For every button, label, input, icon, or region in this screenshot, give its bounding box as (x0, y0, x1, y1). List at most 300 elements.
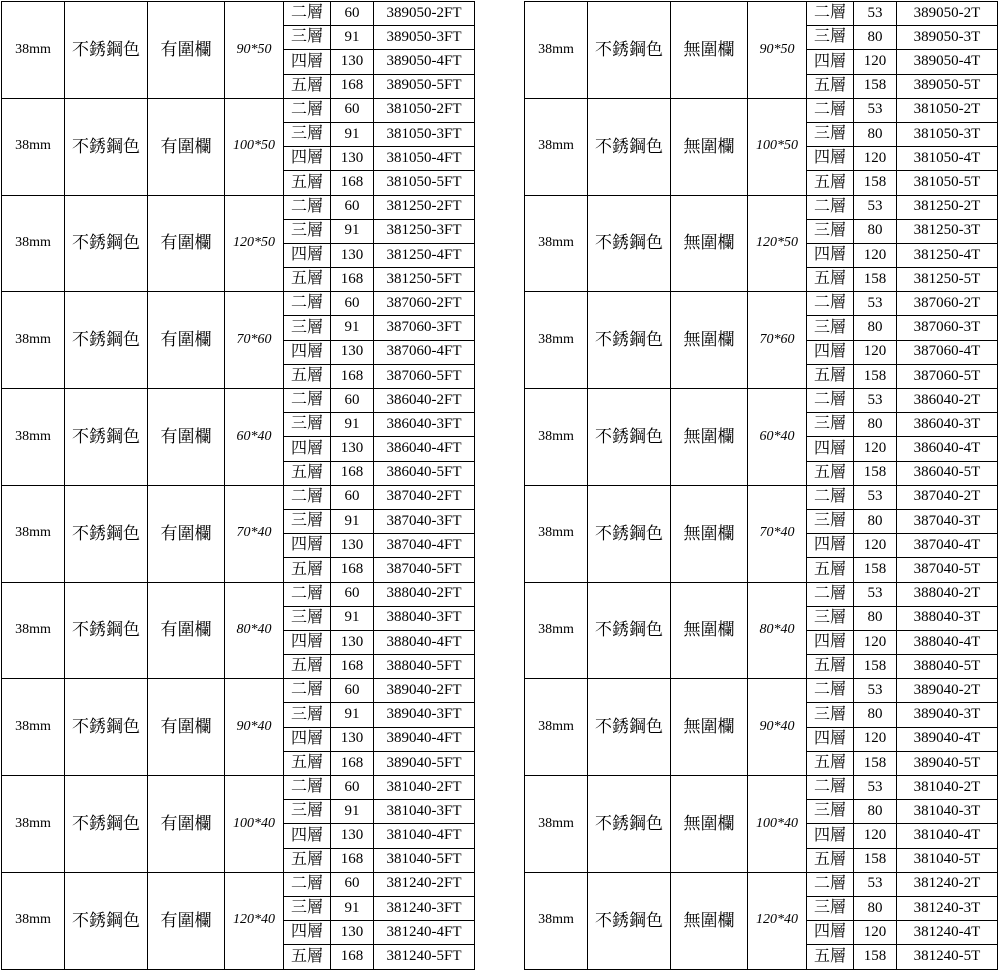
cell-model-number: 381050-3FT (374, 122, 475, 146)
cell-model-number: 381040-4T (897, 824, 998, 848)
spec-table-body-left (2, 2, 475, 970)
cell-layer-count: 三層 (807, 219, 854, 243)
cell-model-number: 381250-2FT (374, 195, 475, 219)
cell-model-number: 389050-2FT (374, 2, 475, 26)
cell-height: 168 (331, 171, 374, 195)
cell-tube-diameter: 38mm (525, 582, 588, 679)
cell-tube-diameter: 38mm (2, 195, 65, 292)
cell-height: 91 (331, 509, 374, 533)
cell-size: 80*40 (748, 582, 807, 679)
cell-fence-type: 無圍欄 (671, 195, 748, 292)
cell-fence-type: 無圍欄 (671, 872, 748, 969)
cell-height: 91 (331, 606, 374, 630)
cell-layer-count: 二層 (284, 389, 331, 413)
cell-height: 60 (331, 679, 374, 703)
cell-model-number: 381040-3T (897, 800, 998, 824)
cell-size: 90*50 (748, 2, 807, 99)
cell-layer-count: 二層 (807, 2, 854, 26)
cell-height: 168 (331, 74, 374, 98)
table-row (2, 2, 475, 26)
cell-fence-type: 有圍欄 (148, 98, 225, 195)
cell-model-number: 387060-4FT (374, 340, 475, 364)
cell-model-number: 386040-2T (897, 389, 998, 413)
cell-layer-count: 五層 (284, 655, 331, 679)
cell-fence-type: 無圍欄 (671, 98, 748, 195)
cell-color: 不銹鋼色 (588, 389, 671, 486)
cell-model-number: 389050-3T (897, 26, 998, 50)
cell-layer-count: 三層 (807, 606, 854, 630)
cell-color: 不銹鋼色 (65, 872, 148, 969)
cell-model-number: 388040-2T (897, 582, 998, 606)
cell-tube-diameter: 38mm (525, 679, 588, 776)
cell-height: 80 (854, 316, 897, 340)
cell-height: 168 (331, 461, 374, 485)
cell-model-number: 388040-5T (897, 655, 998, 679)
cell-layer-count: 三層 (284, 316, 331, 340)
cell-model-number: 381250-3FT (374, 219, 475, 243)
cell-layer-count: 三層 (284, 122, 331, 146)
cell-model-number: 381240-5FT (374, 945, 475, 969)
cell-model-number: 389040-4FT (374, 727, 475, 751)
cell-tube-diameter: 38mm (2, 679, 65, 776)
cell-height: 168 (331, 945, 374, 969)
cell-model-number: 389050-3FT (374, 26, 475, 50)
cell-color: 不銹鋼色 (588, 485, 671, 582)
cell-size: 100*50 (748, 98, 807, 195)
cell-model-number: 387060-5T (897, 364, 998, 388)
cell-model-number: 381040-5FT (374, 848, 475, 872)
table-row (525, 485, 998, 509)
cell-layer-count: 五層 (284, 945, 331, 969)
cell-height: 130 (331, 340, 374, 364)
cell-layer-count: 二層 (807, 776, 854, 800)
cell-color: 不銹鋼色 (65, 195, 148, 292)
cell-model-number: 386040-5T (897, 461, 998, 485)
cell-layer-count: 五層 (284, 848, 331, 872)
cell-tube-diameter: 38mm (2, 776, 65, 873)
cell-height: 60 (331, 485, 374, 509)
cell-model-number: 389040-5T (897, 751, 998, 775)
cell-height: 168 (331, 558, 374, 582)
cell-height: 80 (854, 26, 897, 50)
table-row (525, 776, 998, 800)
cell-tube-diameter: 38mm (2, 98, 65, 195)
cell-layer-count: 四層 (807, 727, 854, 751)
cell-size: 60*40 (225, 389, 284, 486)
cell-height: 158 (854, 268, 897, 292)
cell-height: 158 (854, 364, 897, 388)
cell-fence-type: 有圍欄 (148, 2, 225, 99)
cell-model-number: 386040-5FT (374, 461, 475, 485)
cell-model-number: 381250-4T (897, 243, 998, 267)
cell-height: 168 (331, 268, 374, 292)
cell-height: 60 (331, 582, 374, 606)
cell-layer-count: 四層 (807, 921, 854, 945)
cell-height: 60 (331, 2, 374, 26)
cell-height: 158 (854, 848, 897, 872)
cell-model-number: 387060-2FT (374, 292, 475, 316)
cell-model-number: 381240-4T (897, 921, 998, 945)
cell-height: 168 (331, 655, 374, 679)
cell-size: 120*50 (748, 195, 807, 292)
cell-tube-diameter: 38mm (2, 389, 65, 486)
cell-model-number: 389050-4T (897, 50, 998, 74)
cell-layer-count: 三層 (284, 896, 331, 920)
cell-height: 80 (854, 219, 897, 243)
table-row (525, 389, 998, 413)
cell-model-number: 386040-4FT (374, 437, 475, 461)
cell-fence-type: 有圍欄 (148, 679, 225, 776)
cell-fence-type: 有圍欄 (148, 485, 225, 582)
cell-layer-count: 三層 (284, 26, 331, 50)
cell-model-number: 387060-5FT (374, 364, 475, 388)
cell-height: 53 (854, 98, 897, 122)
cell-layer-count: 四層 (807, 147, 854, 171)
cell-layer-count: 三層 (807, 316, 854, 340)
cell-height: 158 (854, 461, 897, 485)
cell-height: 91 (331, 703, 374, 727)
cell-model-number: 387040-5FT (374, 558, 475, 582)
cell-height: 130 (331, 630, 374, 654)
cell-layer-count: 三層 (807, 26, 854, 50)
cell-layer-count: 五層 (284, 751, 331, 775)
cell-height: 91 (331, 800, 374, 824)
cell-model-number: 388040-5FT (374, 655, 475, 679)
cell-model-number: 389050-2T (897, 2, 998, 26)
cell-height: 168 (331, 751, 374, 775)
table-row (525, 679, 998, 703)
cell-height: 60 (331, 776, 374, 800)
cell-layer-count: 五層 (807, 655, 854, 679)
cell-size: 120*40 (748, 872, 807, 969)
cell-height: 120 (854, 727, 897, 751)
cell-layer-count: 二層 (807, 872, 854, 896)
table-row (525, 582, 998, 606)
cell-layer-count: 二層 (284, 98, 331, 122)
cell-layer-count: 三層 (284, 800, 331, 824)
cell-model-number: 389050-5FT (374, 74, 475, 98)
cell-layer-count: 五層 (807, 461, 854, 485)
cell-layer-count: 四層 (807, 630, 854, 654)
cell-layer-count: 二層 (807, 195, 854, 219)
cell-height: 80 (854, 413, 897, 437)
cell-model-number: 387040-3FT (374, 509, 475, 533)
cell-layer-count: 五層 (284, 74, 331, 98)
cell-layer-count: 五層 (807, 364, 854, 388)
cell-model-number: 381050-4FT (374, 147, 475, 171)
cell-height: 91 (331, 896, 374, 920)
cell-model-number: 389040-3T (897, 703, 998, 727)
cell-layer-count: 四層 (807, 534, 854, 558)
cell-height: 120 (854, 437, 897, 461)
spec-table-body-right (525, 2, 998, 970)
cell-layer-count: 二層 (284, 485, 331, 509)
cell-height: 120 (854, 921, 897, 945)
cell-color: 不銹鋼色 (588, 195, 671, 292)
cell-model-number: 381040-3FT (374, 800, 475, 824)
cell-model-number: 388040-2FT (374, 582, 475, 606)
cell-height: 130 (331, 534, 374, 558)
cell-height: 120 (854, 824, 897, 848)
cell-size: 90*40 (225, 679, 284, 776)
cell-height: 53 (854, 195, 897, 219)
cell-layer-count: 五層 (807, 558, 854, 582)
cell-layer-count: 五層 (807, 74, 854, 98)
cell-size: 100*40 (225, 776, 284, 873)
cell-model-number: 381240-3FT (374, 896, 475, 920)
cell-model-number: 387040-2T (897, 485, 998, 509)
cell-model-number: 387040-2FT (374, 485, 475, 509)
table-row (2, 679, 475, 703)
cell-height: 91 (331, 219, 374, 243)
table-row (2, 98, 475, 122)
cell-tube-diameter: 38mm (2, 485, 65, 582)
cell-model-number: 381240-5T (897, 945, 998, 969)
cell-height: 120 (854, 534, 897, 558)
cell-model-number: 381240-2FT (374, 872, 475, 896)
cell-color: 不銹鋼色 (65, 2, 148, 99)
cell-layer-count: 四層 (807, 437, 854, 461)
cell-color: 不銹鋼色 (588, 776, 671, 873)
cell-fence-type: 無圍欄 (671, 2, 748, 99)
cell-layer-count: 五層 (284, 364, 331, 388)
cell-layer-count: 三層 (807, 896, 854, 920)
cell-height: 53 (854, 292, 897, 316)
cell-layer-count: 五層 (284, 268, 331, 292)
cell-model-number: 386040-4T (897, 437, 998, 461)
cell-height: 120 (854, 147, 897, 171)
cell-size: 120*40 (225, 872, 284, 969)
cell-model-number: 381040-2FT (374, 776, 475, 800)
cell-color: 不銹鋼色 (588, 872, 671, 969)
cell-model-number: 387040-4FT (374, 534, 475, 558)
cell-size: 80*40 (225, 582, 284, 679)
cell-model-number: 381250-2T (897, 195, 998, 219)
cell-tube-diameter: 38mm (525, 2, 588, 99)
cell-height: 60 (331, 389, 374, 413)
cell-tube-diameter: 38mm (2, 582, 65, 679)
cell-model-number: 381250-5FT (374, 268, 475, 292)
cell-height: 130 (331, 147, 374, 171)
cell-layer-count: 二層 (807, 98, 854, 122)
cell-model-number: 381040-4FT (374, 824, 475, 848)
cell-color: 不銹鋼色 (65, 389, 148, 486)
cell-layer-count: 五層 (807, 751, 854, 775)
cell-model-number: 387060-4T (897, 340, 998, 364)
cell-model-number: 381240-4FT (374, 921, 475, 945)
cell-color: 不銹鋼色 (65, 292, 148, 389)
cell-layer-count: 四層 (284, 243, 331, 267)
cell-layer-count: 二層 (284, 872, 331, 896)
cell-size: 90*50 (225, 2, 284, 99)
table-row (525, 2, 998, 26)
cell-tube-diameter: 38mm (525, 98, 588, 195)
cell-height: 53 (854, 776, 897, 800)
cell-model-number: 389040-5FT (374, 751, 475, 775)
cell-model-number: 386040-3FT (374, 413, 475, 437)
cell-layer-count: 三層 (284, 606, 331, 630)
table-row (2, 485, 475, 509)
cell-height: 91 (331, 26, 374, 50)
cell-height: 80 (854, 703, 897, 727)
cell-height: 130 (331, 824, 374, 848)
cell-layer-count: 五層 (284, 461, 331, 485)
cell-layer-count: 五層 (807, 171, 854, 195)
cell-height: 53 (854, 389, 897, 413)
cell-model-number: 387060-3FT (374, 316, 475, 340)
cell-layer-count: 四層 (284, 340, 331, 364)
cell-layer-count: 二層 (807, 582, 854, 606)
cell-color: 不銹鋼色 (588, 2, 671, 99)
cell-model-number: 387060-3T (897, 316, 998, 340)
cell-fence-type: 有圍欄 (148, 195, 225, 292)
cell-model-number: 381050-5T (897, 171, 998, 195)
cell-layer-count: 二層 (284, 292, 331, 316)
cell-height: 130 (331, 50, 374, 74)
cell-color: 不銹鋼色 (588, 98, 671, 195)
cell-model-number: 381250-4FT (374, 243, 475, 267)
cell-height: 130 (331, 727, 374, 751)
cell-height: 80 (854, 800, 897, 824)
cell-height: 158 (854, 751, 897, 775)
cell-model-number: 389040-3FT (374, 703, 475, 727)
cell-size: 90*40 (748, 679, 807, 776)
cell-layer-count: 四層 (284, 437, 331, 461)
cell-size: 70*40 (225, 485, 284, 582)
cell-layer-count: 五層 (807, 268, 854, 292)
cell-model-number: 389050-5T (897, 74, 998, 98)
table-row (2, 776, 475, 800)
cell-tube-diameter: 38mm (525, 292, 588, 389)
cell-layer-count: 四層 (807, 824, 854, 848)
cell-fence-type: 無圍欄 (671, 485, 748, 582)
cell-model-number: 381240-3T (897, 896, 998, 920)
cell-fence-type: 有圍欄 (148, 582, 225, 679)
cell-layer-count: 四層 (807, 340, 854, 364)
cell-color: 不銹鋼色 (588, 582, 671, 679)
cell-height: 120 (854, 50, 897, 74)
cell-model-number: 381050-4T (897, 147, 998, 171)
cell-layer-count: 二層 (807, 485, 854, 509)
cell-height: 53 (854, 2, 897, 26)
cell-model-number: 387040-5T (897, 558, 998, 582)
cell-layer-count: 二層 (284, 679, 331, 703)
cell-layer-count: 二層 (284, 776, 331, 800)
cell-height: 80 (854, 122, 897, 146)
cell-fence-type: 無圍欄 (671, 292, 748, 389)
cell-height: 158 (854, 74, 897, 98)
cell-model-number: 381240-2T (897, 872, 998, 896)
cell-model-number: 389050-4FT (374, 50, 475, 74)
cell-height: 80 (854, 606, 897, 630)
cell-color: 不銹鋼色 (65, 98, 148, 195)
cell-model-number: 388040-3FT (374, 606, 475, 630)
table-row (525, 292, 998, 316)
table-row (2, 582, 475, 606)
cell-height: 130 (331, 243, 374, 267)
cell-color: 不銹鋼色 (65, 679, 148, 776)
cell-model-number: 381050-5FT (374, 171, 475, 195)
cell-fence-type: 有圍欄 (148, 776, 225, 873)
cell-layer-count: 四層 (284, 824, 331, 848)
cell-color: 不銹鋼色 (65, 776, 148, 873)
cell-height: 158 (854, 558, 897, 582)
cell-model-number: 389040-2FT (374, 679, 475, 703)
cell-layer-count: 三層 (284, 703, 331, 727)
cell-tube-diameter: 38mm (2, 2, 65, 99)
cell-layer-count: 五層 (284, 171, 331, 195)
cell-height: 60 (331, 98, 374, 122)
cell-fence-type: 無圍欄 (671, 389, 748, 486)
table-row (2, 195, 475, 219)
cell-layer-count: 三層 (807, 800, 854, 824)
cell-size: 100*40 (748, 776, 807, 873)
cell-model-number: 386040-2FT (374, 389, 475, 413)
cell-fence-type: 無圍欄 (671, 776, 748, 873)
cell-model-number: 381250-3T (897, 219, 998, 243)
cell-layer-count: 三層 (284, 413, 331, 437)
cell-fence-type: 有圍欄 (148, 389, 225, 486)
cell-height: 91 (331, 122, 374, 146)
cell-height: 120 (854, 243, 897, 267)
table-row (2, 292, 475, 316)
table-row (525, 872, 998, 896)
cell-height: 158 (854, 655, 897, 679)
cell-tube-diameter: 38mm (525, 872, 588, 969)
table-row (525, 195, 998, 219)
cell-layer-count: 四層 (807, 243, 854, 267)
cell-size: 70*40 (748, 485, 807, 582)
cell-tube-diameter: 38mm (2, 292, 65, 389)
cell-layer-count: 二層 (284, 582, 331, 606)
cell-layer-count: 四層 (284, 147, 331, 171)
cell-layer-count: 二層 (284, 195, 331, 219)
cell-height: 53 (854, 872, 897, 896)
cell-height: 168 (331, 848, 374, 872)
cell-model-number: 381250-5T (897, 268, 998, 292)
cell-model-number: 388040-3T (897, 606, 998, 630)
cell-size: 120*50 (225, 195, 284, 292)
table-row (2, 872, 475, 896)
cell-model-number: 389040-4T (897, 727, 998, 751)
cell-color: 不銹鋼色 (65, 485, 148, 582)
cell-height: 168 (331, 364, 374, 388)
cell-fence-type: 有圍欄 (148, 292, 225, 389)
cell-height: 91 (331, 316, 374, 340)
cell-layer-count: 三層 (284, 219, 331, 243)
cell-layer-count: 二層 (284, 2, 331, 26)
cell-height: 91 (331, 413, 374, 437)
cell-layer-count: 三層 (284, 509, 331, 533)
cell-layer-count: 二層 (807, 679, 854, 703)
cell-layer-count: 三層 (807, 122, 854, 146)
cell-height: 60 (331, 872, 374, 896)
cell-height: 130 (331, 437, 374, 461)
cell-layer-count: 四層 (284, 921, 331, 945)
cell-fence-type: 有圍欄 (148, 872, 225, 969)
cell-size: 60*40 (748, 389, 807, 486)
cell-tube-diameter: 38mm (525, 776, 588, 873)
cell-model-number: 388040-4FT (374, 630, 475, 654)
table-row (2, 389, 475, 413)
cell-height: 60 (331, 195, 374, 219)
cell-model-number: 387040-4T (897, 534, 998, 558)
cell-model-number: 381050-3T (897, 122, 998, 146)
cell-size: 100*50 (225, 98, 284, 195)
cell-model-number: 387040-3T (897, 509, 998, 533)
cell-height: 158 (854, 171, 897, 195)
spec-table-with-fence (1, 1, 475, 970)
